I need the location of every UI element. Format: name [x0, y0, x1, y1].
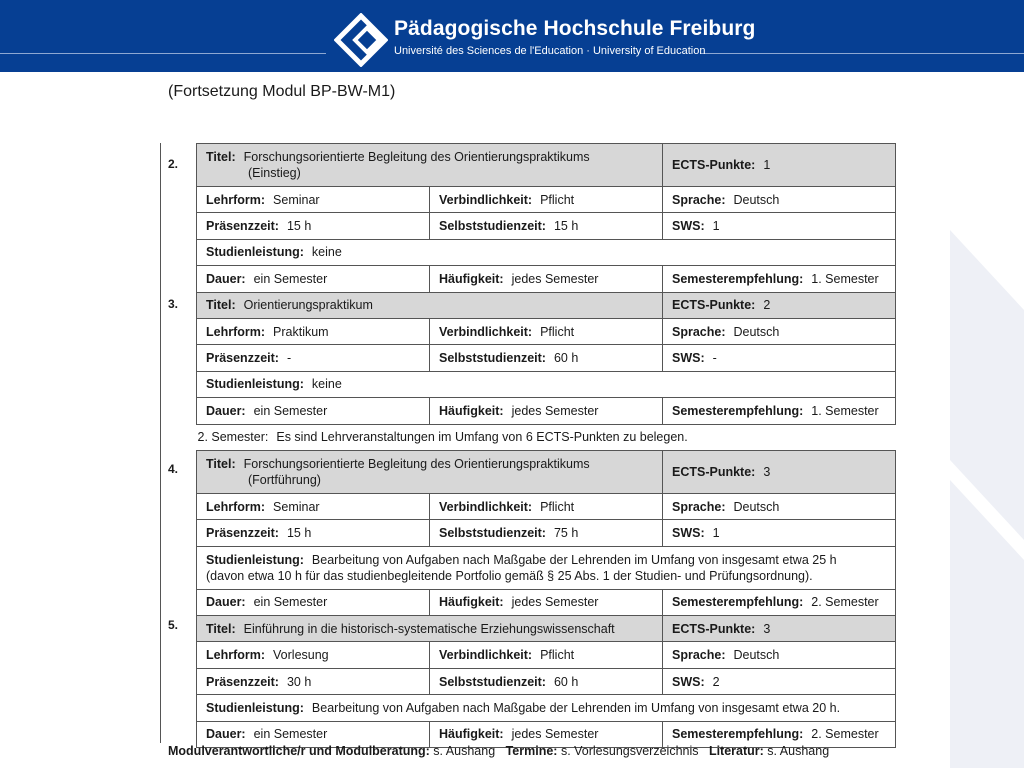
sprache-value: Deutsch	[733, 324, 780, 339]
verbindlichkeit-value: Pflicht	[540, 648, 575, 663]
semesterempfehlung-value: 1. Semester	[811, 271, 879, 286]
module-number: 2.	[168, 157, 179, 171]
table-row	[197, 642, 896, 668]
semesterempfehlung-value: 2. Semester	[811, 595, 879, 610]
haeufigkeit-cell: Häufigkeit: jedes Semester	[430, 589, 663, 615]
title-value: Orientierungspraktikum	[243, 298, 373, 313]
semester-note-label: 2. Semester:	[197, 430, 269, 445]
verantwortlich-value: s. Aushang	[433, 744, 496, 758]
table-row	[197, 213, 896, 239]
selbststudienzeit-cell: Selbststudienzeit: 15 h	[430, 213, 663, 239]
verbindlichkeit-cell: Verbindlichkeit: Pflicht	[430, 187, 663, 213]
haeufigkeit-value: jedes Semester	[511, 727, 599, 742]
studienleistung-cell: Studienleistung: keine	[197, 239, 896, 265]
praesenzzeit-cell: Präsenzzeit: 15 h	[197, 520, 430, 546]
selbststudienzeit-cell: Selbststudienzeit: 75 h	[430, 520, 663, 546]
footer-info	[168, 744, 829, 758]
selbststudienzeit-cell: Selbststudienzeit: 60 h	[430, 345, 663, 371]
table-row	[197, 187, 896, 213]
dauer-value: ein Semester	[253, 271, 328, 286]
selbststudienzeit-cell: Selbststudienzeit: 60 h	[430, 668, 663, 694]
sprache-cell: Sprache: Deutsch	[663, 318, 896, 344]
page-title: (Fortsetzung Modul BP-BW-M1)	[168, 83, 396, 100]
header-divider-left	[0, 53, 326, 54]
header-bar	[0, 0, 1024, 72]
semesterempfehlung-cell: Semesterempfehlung: 1. Semester	[663, 398, 896, 424]
dauer-value: ein Semester	[253, 727, 328, 742]
lehrform-cell: Lehrform: Vorlesung	[197, 642, 430, 668]
selbststudienzeit-value: 60 h	[553, 351, 579, 366]
title-cell: Titel: Orientierungspraktikum	[197, 292, 663, 318]
title-cell: Titel: Forschungsorientierte Begleitung des Orientierungspraktikums (Fortführung)	[197, 450, 663, 493]
sws-cell: SWS: -	[663, 345, 896, 371]
table-row	[197, 450, 896, 493]
table-row	[197, 520, 896, 546]
verbindlichkeit-value: Pflicht	[540, 499, 575, 514]
verbindlichkeit-cell: Verbindlichkeit: Pflicht	[430, 642, 663, 668]
termine-label: Termine:	[505, 744, 558, 758]
table-row	[197, 266, 896, 292]
verbindlichkeit-value: Pflicht	[540, 192, 575, 207]
ects-value: 3	[763, 621, 771, 636]
table-row	[197, 345, 896, 371]
sws-value: -	[712, 351, 717, 366]
module-number: 3.	[168, 297, 179, 311]
semesterempfehlung-cell: Semesterempfehlung: 1. Semester	[663, 266, 896, 292]
studienleistung-value: Bearbeitung von Aufgaben nach Maßgabe der Lehrenden im Umfang von insgesamt etwa 20 h.	[311, 700, 841, 715]
sws-cell: SWS: 2	[663, 668, 896, 694]
university-subtitle: Université des Sciences de l'Education · University of Education	[394, 45, 706, 57]
table-row	[197, 371, 896, 397]
lehrform-value: Seminar	[273, 499, 320, 514]
ects-cell: ECTS-Punkte: 2	[663, 292, 896, 318]
sws-value: 1	[712, 525, 720, 540]
university-logo-icon	[334, 13, 388, 67]
lehrform-value: Praktikum	[273, 324, 329, 339]
table-row	[197, 493, 896, 519]
studienleistung-value: keine	[311, 377, 342, 392]
title-value-line2: (Fortführung)	[248, 472, 321, 487]
ects-value: 2	[763, 298, 771, 313]
sws-value: 1	[712, 219, 720, 234]
semester-note	[197, 424, 896, 450]
verbindlichkeit-cell: Verbindlichkeit: Pflicht	[430, 493, 663, 519]
studienleistung-value: keine	[311, 245, 342, 260]
semesterempfehlung-value: 2. Semester	[811, 727, 879, 742]
table-row	[197, 398, 896, 424]
ects-value: 1	[763, 158, 771, 172]
sprache-value: Deutsch	[733, 648, 780, 663]
title-value-line2: (Einstieg)	[248, 166, 301, 180]
dauer-value: ein Semester	[253, 595, 328, 610]
haeufigkeit-value: jedes Semester	[511, 595, 599, 610]
semesterempfehlung-value: 1. Semester	[811, 403, 879, 418]
selbststudienzeit-value: 75 h	[553, 525, 579, 540]
studienleistung-value-line2: (davon etwa 10 h für das studienbegleitende Portfolio gemäß § 25 Abs. 1 der Studien- und Prüfungsordnung).	[206, 568, 813, 583]
semesterempfehlung-cell: Semesterempfehlung: 2. Semester	[663, 721, 896, 747]
sprache-cell: Sprache: Deutsch	[663, 642, 896, 668]
sws-cell: SWS: 1	[663, 520, 896, 546]
dauer-value: ein Semester	[253, 403, 328, 418]
module-table	[196, 143, 896, 748]
haeufigkeit-cell: Häufigkeit: jedes Semester	[430, 721, 663, 747]
lehrform-cell: Lehrform: Praktikum	[197, 318, 430, 344]
semesterempfehlung-cell: Semesterempfehlung: 2. Semester	[663, 589, 896, 615]
ects-cell: ECTS-Punkte: 3	[663, 450, 896, 493]
studienleistung-value: Bearbeitung von Aufgaben nach Maßgabe der Lehrenden im Umfang von insgesamt etwa 25 h	[311, 552, 837, 567]
sprache-value: Deutsch	[733, 499, 780, 514]
university-name: Pädagogische Hochschule Freiburg	[394, 17, 756, 40]
verantwortlich-label: Modulverantwortliche/r und Modulberatung:	[168, 744, 430, 758]
module-number: 5.	[168, 618, 179, 632]
haeufigkeit-value: jedes Semester	[511, 271, 599, 286]
studienleistung-cell: Studienleistung: Bearbeitung von Aufgaben nach Maßgabe der Lehrenden im Umfang von insgesamt etwa 20 h.	[197, 695, 896, 721]
table-row	[197, 589, 896, 615]
lehrform-value: Seminar	[273, 192, 320, 207]
selbststudienzeit-value: 60 h	[553, 674, 579, 689]
praesenzzeit-value: 30 h	[286, 674, 312, 689]
title-value: Einführung in die historisch-systematische Erziehungswissenschaft	[243, 621, 615, 636]
sws-value: 2	[712, 674, 720, 689]
semester-note-row	[197, 424, 896, 450]
studienleistung-cell: Studienleistung: keine	[197, 371, 896, 397]
title-cell: Titel: Forschungsorientierte Begleitung des Orientierungspraktikums (Einstieg)	[197, 144, 663, 187]
lehrform-cell: Lehrform: Seminar	[197, 493, 430, 519]
table-row	[197, 668, 896, 694]
semester-note-text: Es sind Lehrveranstaltungen im Umfang von 6 ECTS-Punkten zu belegen.	[276, 430, 688, 445]
praesenzzeit-cell: Präsenzzeit: 30 h	[197, 668, 430, 694]
verbindlichkeit-cell: Verbindlichkeit: Pflicht	[430, 318, 663, 344]
praesenzzeit-cell: Präsenzzeit: -	[197, 345, 430, 371]
literatur-value: s. Aushang	[767, 744, 830, 758]
lehrform-cell: Lehrform: Seminar	[197, 187, 430, 213]
sprache-cell: Sprache: Deutsch	[663, 187, 896, 213]
title-cell: Titel: Einführung in die historisch-systematische Erziehungswissenschaft	[197, 616, 663, 642]
table-row	[197, 695, 896, 721]
ects-cell: ECTS-Punkte: 3	[663, 616, 896, 642]
header-divider-right	[700, 53, 1024, 54]
sprache-value: Deutsch	[733, 192, 780, 207]
module-number: 4.	[168, 462, 179, 476]
ects-value: 3	[763, 464, 771, 479]
praesenzzeit-value: 15 h	[286, 219, 312, 234]
dauer-cell: Dauer: ein Semester	[197, 721, 430, 747]
title-value: Forschungsorientierte Begleitung des Orientierungspraktikums	[243, 456, 590, 471]
dauer-cell: Dauer: ein Semester	[197, 589, 430, 615]
sws-cell: SWS: 1	[663, 213, 896, 239]
table-row	[197, 144, 896, 187]
table-row	[197, 239, 896, 265]
ects-cell: ECTS-Punkte: 1	[663, 144, 896, 187]
studienleistung-cell: Studienleistung: Bearbeitung von Aufgaben nach Maßgabe der Lehrenden im Umfang von insgesamt etwa 25 h (davon etwa 10 h für das studienbegleitende Portfolio gemäß § 25 Abs. 1 der Studien- und Prüfungsordnung).	[197, 546, 896, 589]
dauer-cell: Dauer: ein Semester	[197, 266, 430, 292]
table-row	[197, 318, 896, 344]
sprache-cell: Sprache: Deutsch	[663, 493, 896, 519]
title-value: Forschungsorientierte Begleitung des Orientierungspraktikums	[243, 150, 590, 164]
verbindlichkeit-value: Pflicht	[540, 324, 575, 339]
lehrform-value: Vorlesung	[273, 648, 329, 663]
watermark-chevron-graphic	[900, 180, 1024, 768]
selbststudienzeit-value: 15 h	[553, 219, 579, 234]
document-left-rule	[160, 143, 161, 743]
dauer-cell: Dauer: ein Semester	[197, 398, 430, 424]
termine-value: s. Vorlesungsverzeichnis	[560, 744, 699, 758]
table-row	[197, 292, 896, 318]
haeufigkeit-value: jedes Semester	[511, 403, 599, 418]
praesenzzeit-value: 15 h	[286, 525, 312, 540]
literatur-label: Literatur:	[708, 744, 764, 758]
table-row	[197, 546, 896, 589]
praesenzzeit-cell: Präsenzzeit: 15 h	[197, 213, 430, 239]
haeufigkeit-cell: Häufigkeit: jedes Semester	[430, 266, 663, 292]
table-row	[197, 616, 896, 642]
praesenzzeit-value: -	[286, 351, 292, 366]
haeufigkeit-cell: Häufigkeit: jedes Semester	[430, 398, 663, 424]
